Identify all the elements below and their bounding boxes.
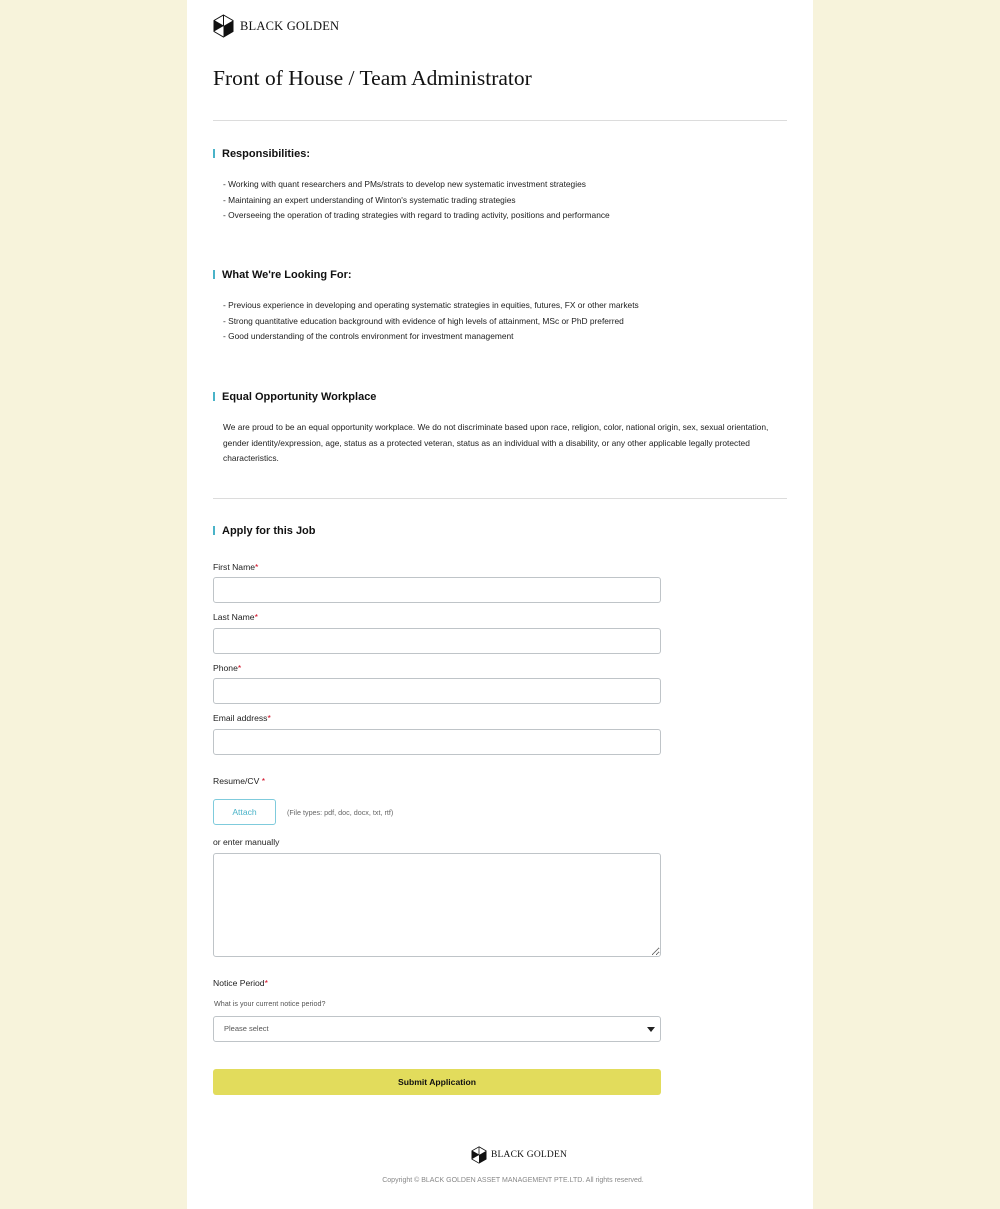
required-marker: * <box>255 562 259 572</box>
first-name-input[interactable] <box>213 577 661 603</box>
equal-opportunity-text: We are proud to be an equal opportunity workplace. We do not discriminate based upon race, religion, color, national origin, sex, sexual orientation, gender identity/expression, age, status as a protected veteran, status as an individual with a disability, or any other applicable legally protected characteristics. <box>223 422 769 464</box>
hexagon-cube-logo-icon <box>471 1146 487 1164</box>
hexagon-cube-logo-icon <box>213 14 234 38</box>
required-marker: * <box>261 776 266 786</box>
section-heading-apply: Apply for this Job <box>213 524 316 538</box>
page-content <box>187 0 813 1209</box>
brand-name: BLACK GOLDEN <box>240 18 340 33</box>
footer-brand[interactable] <box>471 1146 567 1164</box>
caret-down-icon <box>647 1027 655 1032</box>
submit-application-button[interactable]: Submit Application <box>213 1069 661 1095</box>
enter-manually-label: or enter manually <box>213 837 280 847</box>
notice-period-select[interactable] <box>213 1016 661 1042</box>
list-item: - Maintaining an expert understanding of Winton's systematic trading strategies <box>223 194 516 205</box>
email-input[interactable] <box>213 729 661 755</box>
responsibilities-list <box>223 177 610 224</box>
notice-period-label: Notice Period* <box>213 978 268 988</box>
list-item: - Overseeing the operation of trading strategies with regard to trading activity, positions and performance <box>223 210 610 221</box>
list-item: - Strong quantitative education background with evidence of high levels of attainment, MSc or PhD preferred <box>223 315 624 326</box>
header-brand[interactable] <box>213 14 339 38</box>
footer-brand-name: BLACK GOLDEN <box>491 1150 568 1160</box>
list-item: - Good understanding of the controls environment for investment management <box>223 331 514 342</box>
required-marker: * <box>264 978 268 988</box>
copyright-text: Copyright © BLACK GOLDEN ASSET MANAGEMENT PTE.LTD. All rights reserved. <box>382 1177 644 1184</box>
phone-label: Phone* <box>213 663 242 673</box>
select-value: Please select <box>224 1024 269 1033</box>
last-name-input[interactable] <box>213 628 661 654</box>
required-marker: * <box>267 713 271 723</box>
list-item: - Previous experience in developing and operating systematic strategies in equities, futures, FX or other markets <box>223 300 639 310</box>
divider <box>213 120 787 121</box>
required-marker: * <box>237 663 242 673</box>
looking-for-list <box>223 298 639 345</box>
email-label: Email address* <box>213 713 271 723</box>
resume-label: Resume/CV * <box>213 776 266 786</box>
resume-text-area[interactable] <box>213 853 661 957</box>
last-name-label: Last Name* <box>213 612 258 622</box>
list-item: - Working with quant researchers and PMs/strats to develop new systematic investment strategies <box>223 179 586 189</box>
attach-button[interactable]: Attach <box>213 799 276 825</box>
section-heading-equal-opportunity: Equal Opportunity Workplace <box>213 390 376 404</box>
notice-period-hint: What is your current notice period? <box>214 999 326 1008</box>
section-heading-responsibilities: Responsibilities: <box>213 147 310 161</box>
divider <box>213 498 787 499</box>
job-title: Front of House / Team Administrator <box>213 66 532 90</box>
phone-input[interactable] <box>213 678 661 704</box>
required-marker: * <box>254 612 258 622</box>
first-name-label: First Name* <box>213 562 259 572</box>
section-heading-looking-for: What We're Looking For: <box>213 268 352 282</box>
file-types-note: (File types: pdf, doc, docx, txt, rtf) <box>287 808 394 817</box>
